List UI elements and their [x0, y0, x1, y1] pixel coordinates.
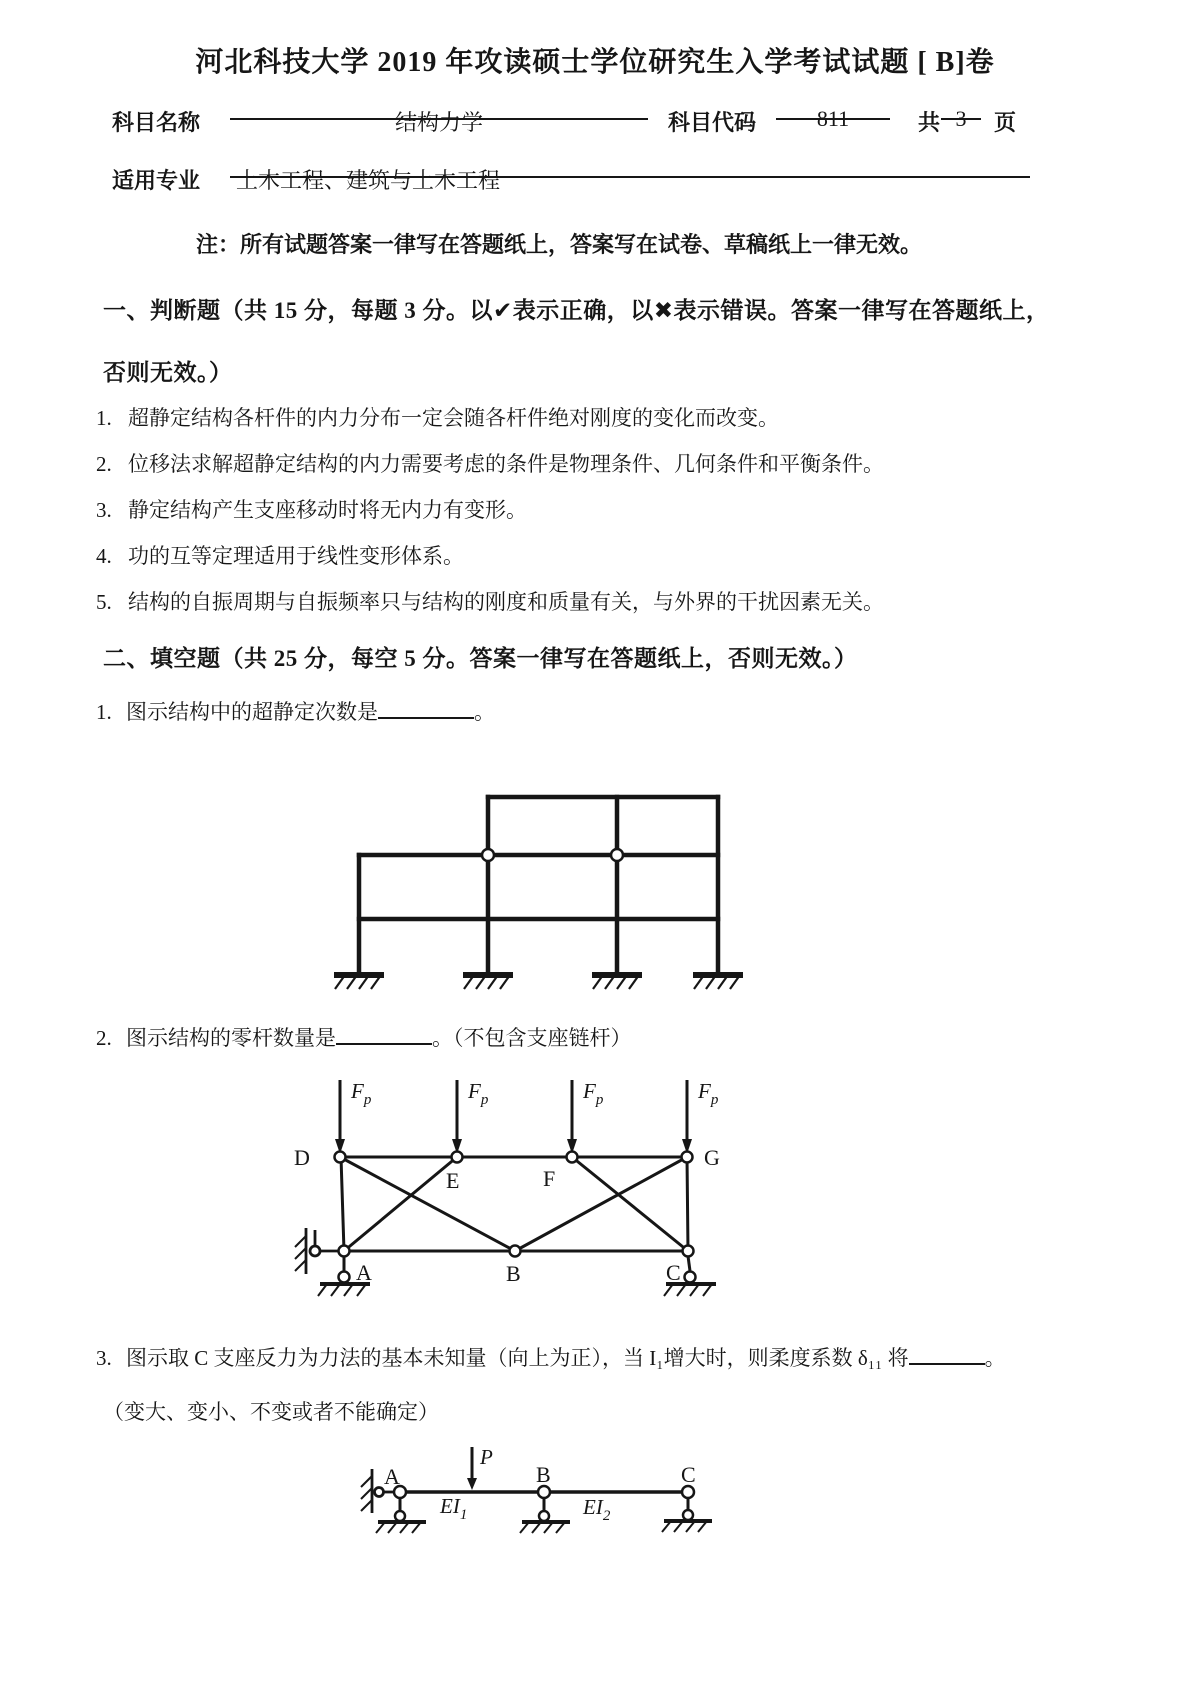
item-number: 5. [96, 590, 112, 614]
answer-blank [378, 696, 474, 719]
item-number: 2. [96, 452, 112, 476]
load-arrow-icon [452, 1080, 462, 1154]
judgement-item [96, 448, 884, 478]
fixed-supports [334, 975, 743, 989]
total-pages: 3 [955, 106, 967, 131]
force-label: $F_p$ [468, 1079, 489, 1108]
subject-underline [230, 118, 648, 120]
pin-joint-icon [567, 1152, 578, 1163]
code-underline [776, 118, 890, 120]
joint-label: F [543, 1166, 556, 1191]
question-text: 图示结构中的超静定次数是 [126, 700, 378, 724]
load-arrow-icon [335, 1080, 345, 1154]
item-text: 结构的自振周期与自振频率只与结构的刚度和质量有关，与外界的干扰因素无关。 [128, 590, 884, 614]
question-text-after: 。 [984, 1346, 1006, 1370]
section1-heading-line2: 否则无效。） [103, 360, 233, 385]
fill-question-2 [96, 1022, 632, 1052]
joint-label: B [536, 1462, 551, 1487]
beam-diagram [350, 1438, 725, 1548]
hinge-icon [482, 849, 494, 861]
item-number: 4. [96, 544, 112, 568]
item-text: 功的互等定理适用于线性变形体系。 [128, 544, 464, 568]
section1-heading-line1: 一、判断题（共 15 分，每题 3 分。以✔表示正确，以✖表示错误。答案一律写在答题纸上， [103, 298, 1050, 323]
page-title: 河北科技大学 2019 年攻读硕士学位研究生入学考试试题 [ B]卷 [195, 47, 995, 78]
joint-label: B [506, 1261, 521, 1286]
major-underline [230, 176, 1030, 178]
force-label: $F_p$ [583, 1079, 604, 1108]
roller-support-icon [376, 1498, 426, 1533]
pages-label: 页 [994, 110, 1017, 135]
fill-question-3 [96, 1342, 1006, 1372]
section2-heading: 二、填空题（共 25 分，每空 5 分。答案一律写在答题纸上，否则无效。） [103, 646, 858, 671]
code-value: 811 [816, 106, 850, 131]
subject-value: 结构力学 [394, 110, 483, 135]
load-arrow-icon [467, 1447, 477, 1490]
pin-joint-icon [339, 1246, 350, 1257]
major-value: 土木工程、建筑与土木工程 [236, 168, 501, 193]
question-number: 1. [96, 700, 112, 724]
joint-label: A [384, 1464, 400, 1489]
subject-label: 科目名称 [112, 110, 201, 135]
joint-label: A [356, 1260, 372, 1285]
ei2-label: $EI_2$ [583, 1495, 611, 1524]
frame-members [359, 797, 718, 973]
question-text: 图示取 C 支座反力为力法的基本未知量（向上为正），当 I₁增大时，则柔度系数 δ₁₁ 将 [126, 1346, 909, 1370]
question-number: 2. [96, 1026, 112, 1050]
truss-members [340, 1157, 688, 1251]
pin-joints [335, 1152, 694, 1257]
joint-label: C [681, 1462, 696, 1487]
answer-note: 注：所有试题答案一律写在答题纸上，答案写在试卷、草稿纸上一律无效。 [196, 232, 923, 257]
load-arrow-icon [682, 1080, 692, 1154]
pin-joint-icon [452, 1152, 463, 1163]
pin-joint-icon [682, 1486, 694, 1498]
truss-diagram [280, 1065, 740, 1310]
fill-question-3-options: （变大、变小、不变或者不能确定） [103, 1400, 439, 1424]
question-number: 3. [96, 1346, 112, 1370]
code-label: 科目代码 [668, 110, 757, 135]
fill-question-1 [96, 696, 495, 726]
question-text-after: 。（不包含支座链杆） [432, 1026, 632, 1050]
major-label: 适用专业 [112, 168, 201, 193]
pin-joint-icon [683, 1246, 694, 1257]
frame-diagram [330, 780, 750, 995]
fixed-support-icon [463, 975, 513, 989]
question-text-after: 。 [474, 700, 495, 724]
pin-joint-icon [538, 1486, 550, 1498]
roller-support-icon [520, 1498, 570, 1533]
ei1-label: $EI_1$ [440, 1494, 468, 1523]
pin-joint-icon [682, 1152, 693, 1163]
pin-joint-icon [335, 1152, 346, 1163]
joint-label: D [294, 1145, 310, 1170]
question-text: 图示结构的零杆数量是 [126, 1026, 336, 1050]
answer-blank [909, 1342, 985, 1365]
wall-pin-support-icon [295, 1228, 339, 1274]
load-label: P [480, 1445, 493, 1469]
judgement-item [96, 586, 884, 616]
joint-label: E [446, 1168, 460, 1193]
fixed-support-icon [592, 975, 642, 989]
fixed-support-icon [693, 975, 743, 989]
item-text: 超静定结构各杆件的内力分布一定会随各杆件绝对刚度的变化而改变。 [128, 406, 779, 430]
judgement-item [96, 402, 779, 432]
load-arrows [335, 1080, 692, 1154]
answer-blank [336, 1022, 432, 1045]
force-label: $F_p$ [351, 1079, 372, 1108]
fixed-support-icon [334, 975, 384, 989]
load-arrow-icon [567, 1080, 577, 1154]
item-text: 静定结构产生支座移动时将无内力有变形。 [128, 498, 527, 522]
total-label: 共 [918, 110, 941, 135]
item-text: 位移法求解超静定结构的内力需要考虑的条件是物理条件、几何条件和平衡条件。 [128, 452, 884, 476]
joint-label: C [666, 1260, 681, 1285]
item-number: 3. [96, 498, 112, 522]
force-label: $F_p$ [698, 1079, 719, 1108]
hinge-icon [611, 849, 623, 861]
judgement-item [96, 540, 464, 570]
pages-underline [941, 118, 981, 120]
joint-label: G [704, 1145, 720, 1170]
pin-joint-icon [510, 1246, 521, 1257]
judgement-item [96, 494, 527, 524]
item-number: 1. [96, 406, 112, 430]
roller-support-icon [662, 1498, 712, 1532]
